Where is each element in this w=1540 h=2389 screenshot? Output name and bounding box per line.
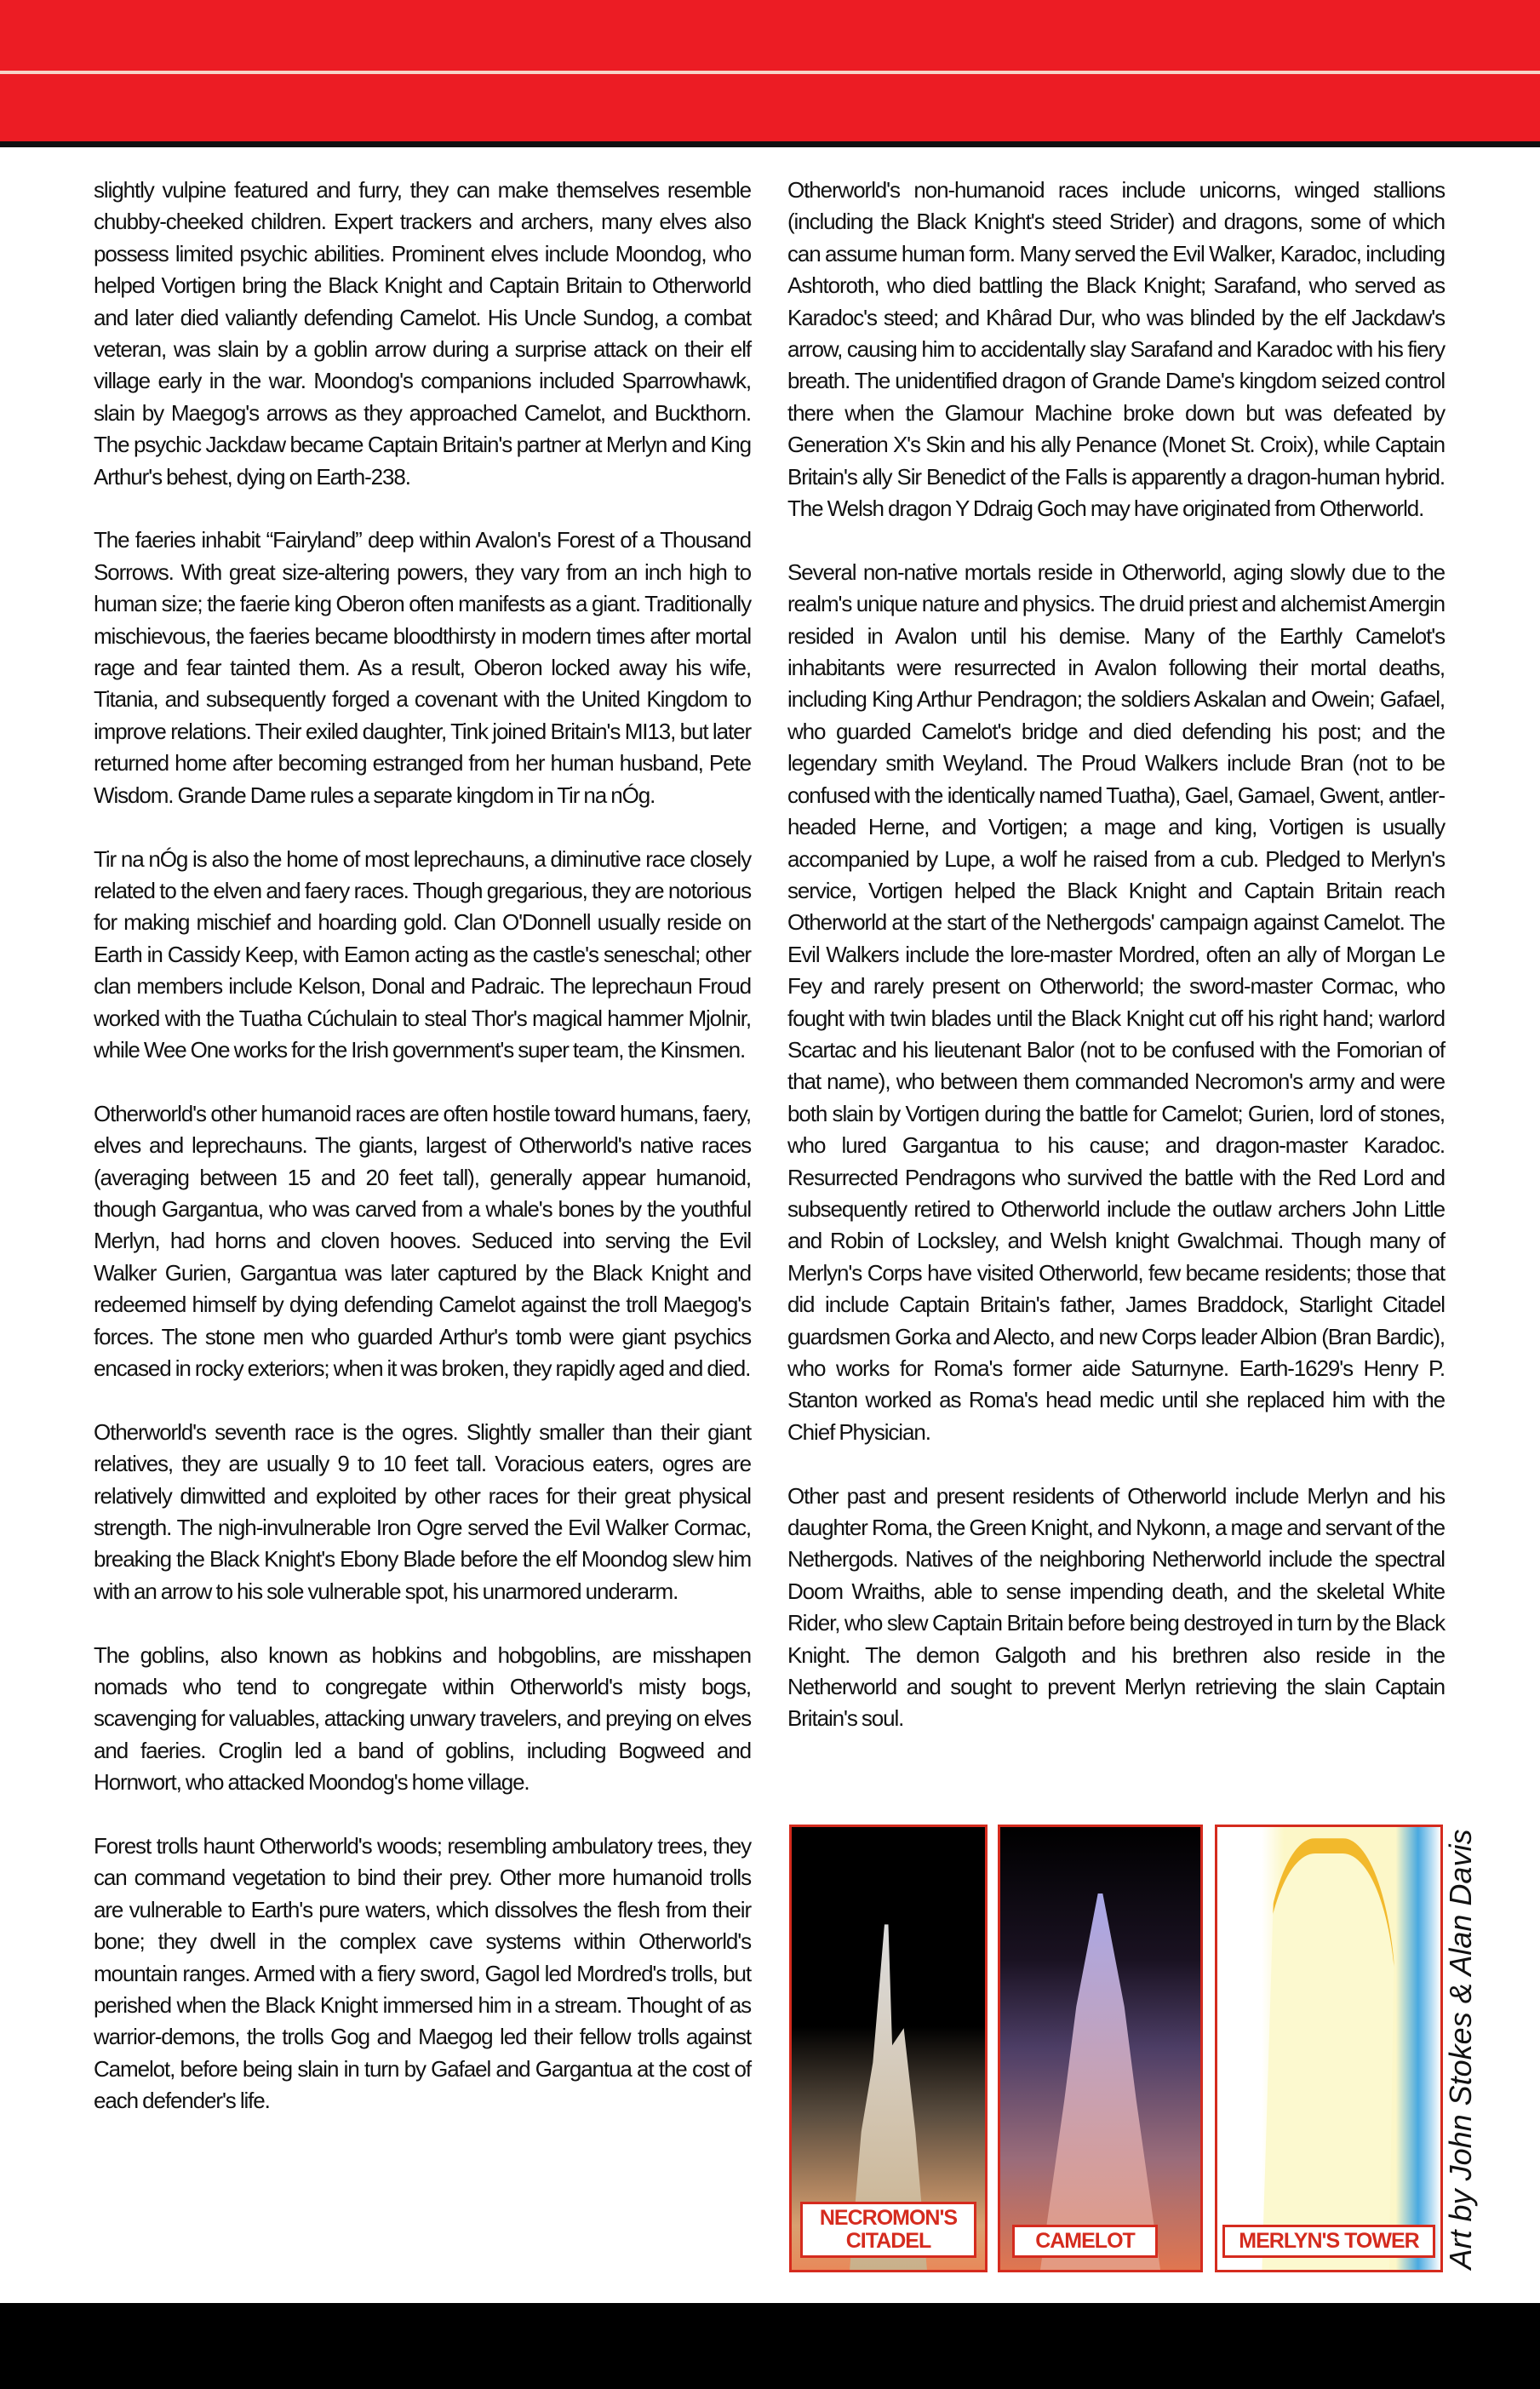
paragraph-ogres: Otherworld's seventh race is the ogres. Slightly smaller than their giant relatives, they are usually 9 to 10 feet tall. Voracious eaters, ogres are relatively dimwitted and exploited by other races for their great physical strength. The nigh-invulnerable Iron Ogre served the Evil Walker Cormac, breaking the Black Knight's Ebony Blade before the elf Moondog slew him with an arrow to his sole vulnerable spot, his unarmored underarm. xyxy=(94,1418,751,1604)
panel-label: CAMELOT xyxy=(1012,2225,1158,2258)
paragraph-residents: Other past and present residents of Otherworld include Merlyn and his daughter Roma, the Green Knight, and Nykonn, a mage and servant of the Nethergods. Natives of the neighboring Netherworld include the spectral Doom Wraiths, able to sense impending death, and the skeletal White Rider, who slew Captain Britain before being destroyed in turn by the Black Knight. The demon Galgoth and his brethren also reside in the Netherworld and sought to prevent Merlyn retrieving the slain Captain Britain's soul. xyxy=(787,1482,1445,1732)
tower-illustration xyxy=(1262,1838,1395,2270)
paragraph-goblins: The goblins, also known as hobkins and hobgoblins, are misshapen nomads who tend to congregate within Otherworld's misty bogs, scavenging for valuables, attacking unwary travelers, and preying on elves and faeries. Croglin led a band of goblins, including Bogweed and Hornwort, who attacked Moondog's home village. xyxy=(94,1641,751,1796)
header-rule xyxy=(0,71,1540,74)
paragraph-non-humanoid: Otherworld's non-humanoid races include unicorns, winged stallions (including the Black Knight's steed Strider) and dragons, some of which can assume human form. Many served the Evil Walker, Karadoc, including Ashtoroth, who died battling the Black Knight; Sarafand, who served as Karadoc's steed; and Khârad Dur, who was blinded by the elf Jackdaw's arrow, causing him to accidentally slay Sarafand and Karadoc with his fiery breath. The unidentified dragon of Grande Dame's kingdom seized control there when the Glamour Machine broke down but was defeated by Generation X's Skin and his ally Penance (Monet St. Croix), while Captain Britain's ally Sir Benedict of the Falls is apparently a dragon-human hybrid. The Welsh dragon Y Ddraig Goch may have originated from Otherworld. xyxy=(787,177,1445,522)
right-column xyxy=(787,175,1445,1767)
paragraph-mortals: Several non-native mortals reside in Otherworld, aging slowly due to the realm's unique nature and physics. The druid priest and alchemist Amergin resided in Avalon until his demise. Many of the Earthly Camelot's inhabitants were resurrected in Avalon following their mortal deaths, including King Arthur Pendragon; the soldiers Askalan and Owein; Gafael, who guarded Camelot's bridge and died defending his post; and the legendary smith Weyland. The Proud Walkers include Bran (not to be confused with the identically named Tuatha), Gael, Gamael, Gwent, antler-headed Herne, and Vortigen; a mage and king, Vortigen is usually accompanied by Lupe, a wolf he raised from a cub. Pledged to Merlyn's service, Vortigen helped the Black Knight and Captain Britain reach Otherworld at the start of the Nethergods' campaign against Camelot. The Evil Walkers include the lore-master Mordred, often an ally of Morgan Le Fey and rarely present on Otherworld; the sword-master Cormac, who fought with twin blades until the Black Knight cut off his right hand; warlord Scartac and his lieutenant Balor (not to be confused with the Fomorian of that name), who between them commanded Necromon's army and were both slain by Vortigen during the battle for Camelot; Gurien, lord of stones, who lured Gargantua to his cause; and dragon-master Karadoc. Resurrected Pendragons who survived the battle with the Red Lord and subsequently retired to Otherworld include the outlaw archers John Little and Robin of Locksley, and Welsh knight Gwalchmai. Though many of Merlyn's Corps have visited Otherworld, few became residents; those that did include Captain Britain's father, James Braddock, Starlight Citadel guardsmen Gorka and Alecto, and new Corps leader Albion (Bran Bardic), who works for Roma's former aide Saturnyne. Earth-1629's Henry P. Stanton worked as Roma's head medic until she replaced him with the Chief Physician. xyxy=(787,559,1445,1445)
camelot-illustration xyxy=(1040,1893,1160,2270)
panel-label xyxy=(800,2202,976,2258)
panel-merlyns-tower xyxy=(1215,1825,1443,2272)
paragraph-leprechauns: Tir na nÓg is also the home of most leprechauns, a diminutive race closely related to the elven and faery races. Though gregarious, they are notorious for making mischief and hoarding gold. Clan O'Donnell usually reside on Earth in Cassidy Keep, with Eamon acting as the castle's seneschal; other clan members include Kelson, Donal and Padraic. The leprechaun Froud worked with the Tuatha Cúchulain to steal Thor's magical hammer Mjolnir, while Wee One works for the Irish government's super team, the Kinsmen. xyxy=(94,845,751,1063)
left-column xyxy=(94,175,751,2149)
panel-label: MERLYN'S TOWER xyxy=(1222,2225,1435,2258)
footer-band xyxy=(0,2303,1540,2389)
label-line: CITADEL xyxy=(845,2229,931,2253)
paragraph-trolls: Forest trolls haunt Otherworld's woods; resembling ambulatory trees, they can command vegetation to bind their prey. Other more humanoid trolls are vulnerable to Earth's pure waters, which dissolves the flesh from their bone; they dwell in the complex cave systems within Otherworld's mountain ranges. Armed with a fiery sword, Gagol led Mordred's trolls, but perished when the Black Knight immersed him in a stream. Thought of as warrior-demons, the trolls Gog and Maegog led their fellow trolls against Camelot, before being slain in turn by Gafael and Gargantua at the cost of each defender's life. xyxy=(94,1833,751,2114)
panel-necromons-citadel xyxy=(789,1825,988,2272)
art-panels xyxy=(789,1825,1530,2276)
art-credit: Art by John Stokes & Alan Davis xyxy=(1443,1829,1478,2270)
label-line: NECROMON'S xyxy=(819,2206,958,2230)
paragraph-elves: slightly vulpine featured and furry, they can make themselves resemble chubby-cheeked children. Expert trackers and archers, many elves also possess limited psychic abilities. Prominent elves include Moondog, who helped Vortigen bring the Black Knight and Captain Britain to Otherworld and later died valiantly defending Camelot. His Uncle Sundog, a combat veteran, was slain by a goblin arrow during a surprise attack on their elf village early in the war. Moondog's companions included Sparrowhawk, slain by Maegog's arrows as they approached Camelot, and Buckthorn. The psychic Jackdaw became Captain Britain's partner at Merlyn and King Arthur's behest, dying on Earth-238. xyxy=(94,177,751,490)
header-shadow xyxy=(0,141,1540,147)
paragraph-faeries: The faeries inhabit “Fairyland” deep within Avalon's Forest of a Thousand Sorrows. With great size-altering powers, they vary from an inch high to human size; the faerie king Oberon often manifests as a giant. Traditionally mischievous, the faeries became bloodthirsty in modern times after mortal rage and fear tainted them. As a result, Oberon locked away his wife, Titania, and subsequently forged a covenant with the United Kingdom to improve relations. Their exiled daughter, Tink joined Britain's MI13, but later returned home after becoming estranged from her human husband, Pete Wisdom. Grande Dame rules a separate kingdom in Tir na nÓg. xyxy=(94,527,751,808)
paragraph-giants: Otherworld's other humanoid races are often hostile toward humans, faery, elves and leprechauns. The giants, largest of Otherworld's native races (averaging between 15 and 20 feet tall), generally appear humanoid, though Gargantua, who was carved from a whale's bones by the youthful Merlyn, had horns and cloven hooves. Seduced into serving the Evil Walker Gurien, Gargantua was later captured by the Black Knight and redeemed himself by dying defending Camelot against the troll Maegog's forces. The stone men who guarded Arthur's tomb were giant psychics encased in rocky exteriors; when it was broken, they rapidly aged and died. xyxy=(94,1100,751,1381)
panel-camelot xyxy=(998,1825,1203,2272)
